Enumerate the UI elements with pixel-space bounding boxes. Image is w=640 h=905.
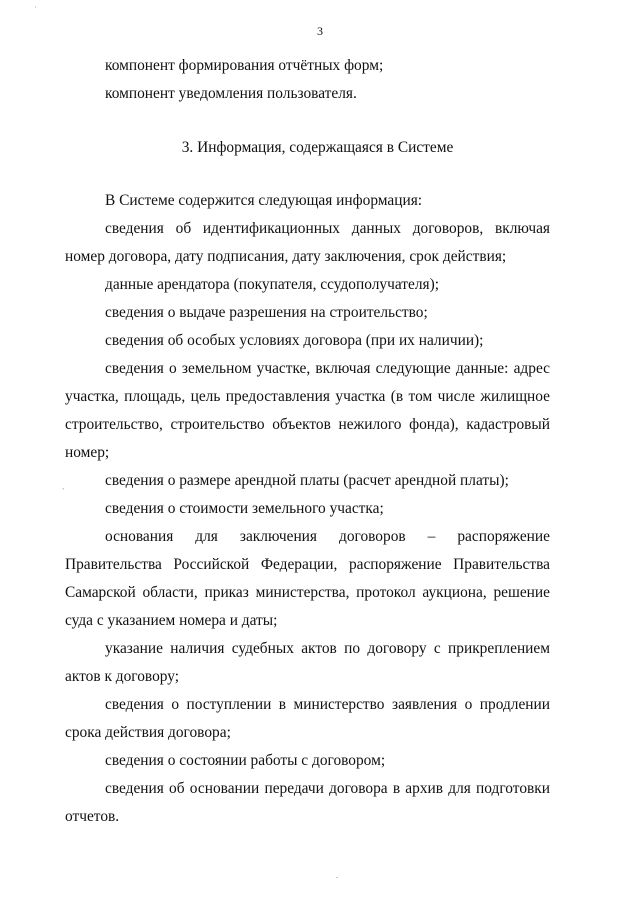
scan-speck: . (336, 871, 338, 880)
document-body (65, 52, 550, 831)
intro-item: компонент формирования отчётных форм; (105, 57, 384, 74)
scan-speck: ` (62, 487, 65, 496)
list-item: сведения о состоянии работы с договором; (105, 752, 386, 769)
list-item: сведения о поступлении в министерство заявления о продлении срока действия договора; (65, 696, 550, 741)
list-item: данные арендатора (покупателя, ссудополучателя); (105, 276, 440, 293)
list-item: сведения о выдаче разрешения на строительство; (105, 304, 428, 321)
list-item: сведения о земельном участке, включая следующие данные: адрес участка, площадь, цель предоставления участка (в том числе жилищное строительство, строительство объектов нежилого фонда), кадастровый номер; (65, 360, 550, 461)
scan-speck: ˙ (34, 5, 37, 14)
list-item: сведения о размере арендной платы (расчет арендной платы); (105, 472, 509, 489)
list-item: сведения об основании передачи договора в архив для подготовки отчетов. (65, 780, 550, 825)
page-number: 3 (317, 24, 323, 38)
list-item: сведения о стоимости земельного участка; (105, 500, 384, 517)
intro-item: компонент уведомления пользователя. (105, 85, 357, 102)
list-item: сведения об особых условиях договора (при их наличии); (105, 332, 484, 349)
lead-paragraph: В Системе содержится следующая информация: (105, 192, 423, 209)
list-item: указание наличия судебных актов по договору с прикреплением актов к договору; (65, 640, 550, 685)
section-heading: 3. Информация, содержащаяся в Системе (181, 139, 454, 156)
list-item: основания для заключения договоров – распоряжение Правительства Российской Федерации, распоряжение Правительства Самарской области, приказ министерства, протокол аукциона, решение суда с указанием номера и даты; (65, 528, 550, 629)
list-item: сведения об идентификационных данных договоров, включая номер договора, дату подписания, дату заключения, срок действия; (65, 220, 550, 265)
